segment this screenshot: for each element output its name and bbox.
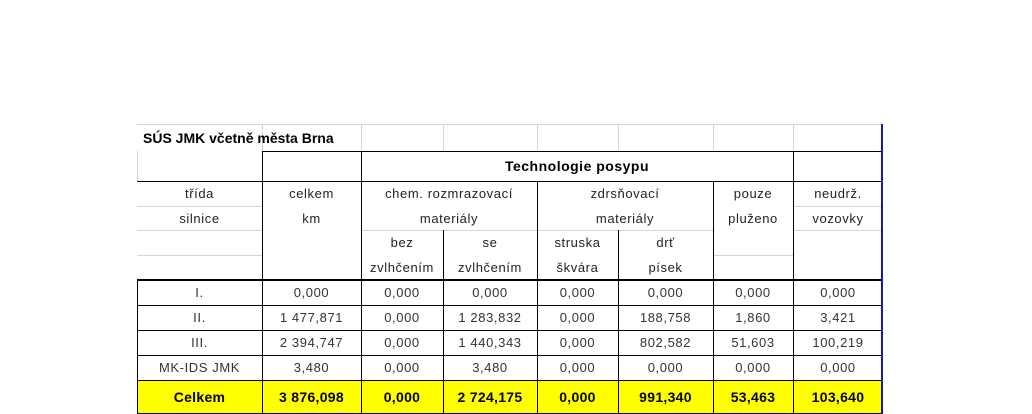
header-neudrz-1: neudrž. xyxy=(814,186,862,201)
spreadsheet-table xyxy=(137,124,883,414)
row-3-col-4: 1 440,343 xyxy=(458,335,522,350)
header-bez-1: bez xyxy=(390,235,414,250)
header-drt-1: drť xyxy=(656,235,675,250)
header-technologie-posypu: Technologie posypu xyxy=(504,158,650,174)
row-3-col-1: III. xyxy=(191,335,208,350)
row-3-col-2: 2 394,747 xyxy=(279,335,344,350)
row-2-col-1: II. xyxy=(193,310,206,325)
header-chem-1: chem. rozmrazovací xyxy=(385,186,513,201)
header-bez-2: zvlhčením xyxy=(370,259,434,275)
header-celkem-1: celkem xyxy=(289,186,334,201)
row-4-col-5: 0,000 xyxy=(559,360,596,375)
row-4-col-3: 0,000 xyxy=(384,360,420,375)
total-col-4: 2 724,175 xyxy=(457,389,523,405)
row-1-col-6: 0,000 xyxy=(647,285,684,300)
row-1-col-5: 0,000 xyxy=(559,285,596,300)
row-4-col-7: 0,000 xyxy=(735,360,771,375)
total-col-5: 0,000 xyxy=(559,389,596,405)
row-4-col-6: 0,000 xyxy=(647,360,684,375)
row-2-col-6: 188,758 xyxy=(639,310,692,325)
header-neudrz-2: vozovky xyxy=(812,210,864,226)
row-1-col-2: 0,000 xyxy=(293,285,330,300)
header-pouze-1: pouze xyxy=(733,186,773,201)
row-4-col-1: MK-IDS JMK xyxy=(158,360,241,375)
row-2-col-2: 1 477,871 xyxy=(279,310,344,325)
row-2-col-7: 1,860 xyxy=(735,310,771,325)
row-1-col-8: 0,000 xyxy=(820,285,856,300)
row-4-col-8: 0,000 xyxy=(820,360,856,375)
table-title: SÚS JMK včetně města Brna xyxy=(143,129,334,146)
total-col-2: 3 876,098 xyxy=(279,389,344,405)
total-col-6: 991,340 xyxy=(639,389,692,405)
header-trida-2: silnice xyxy=(179,210,220,226)
row-3-col-8: 100,219 xyxy=(812,335,864,350)
row-1-col-4: 0,000 xyxy=(472,285,508,300)
total-col-3: 0,000 xyxy=(383,389,421,405)
row-1-col-1: I. xyxy=(195,285,204,300)
row-1-col-3: 0,000 xyxy=(384,285,420,300)
row-3-col-3: 0,000 xyxy=(384,335,420,350)
total-label: Celkem xyxy=(173,389,226,405)
row-2-col-3: 0,000 xyxy=(384,310,420,325)
row-2-col-5: 0,000 xyxy=(559,310,596,325)
row-3-col-5: 0,000 xyxy=(559,335,596,350)
header-se-1: se xyxy=(482,235,498,250)
row-1-col-7: 0,000 xyxy=(735,285,771,300)
total-col-8: 103,640 xyxy=(811,389,865,405)
row-3-col-6: 802,582 xyxy=(639,335,692,350)
header-zdrsnovaci-1: zdrsňovací xyxy=(590,186,660,201)
row-4-col-2: 3,480 xyxy=(293,360,330,375)
header-drt-2: písek xyxy=(648,259,683,275)
header-pouze-2: pluženo xyxy=(728,210,778,226)
row-4-col-4: 3,480 xyxy=(472,360,508,375)
header-struska-1: struska xyxy=(554,235,601,250)
header-chem-2: materiály xyxy=(419,210,479,226)
total-col-7: 53,463 xyxy=(730,389,776,405)
row-2-col-4: 1 283,832 xyxy=(458,310,522,325)
header-zdrsnovaci-2: materiály xyxy=(595,210,655,226)
row-3-col-7: 51,603 xyxy=(731,335,775,350)
header-celkem-2: km xyxy=(302,210,321,226)
header-trida-1: třída xyxy=(184,186,214,201)
row-2-col-8: 3,421 xyxy=(820,310,856,325)
header-struska-2: škvára xyxy=(556,259,599,275)
page-break-line xyxy=(881,124,883,414)
header-se-2: zvlhčením xyxy=(458,259,522,275)
